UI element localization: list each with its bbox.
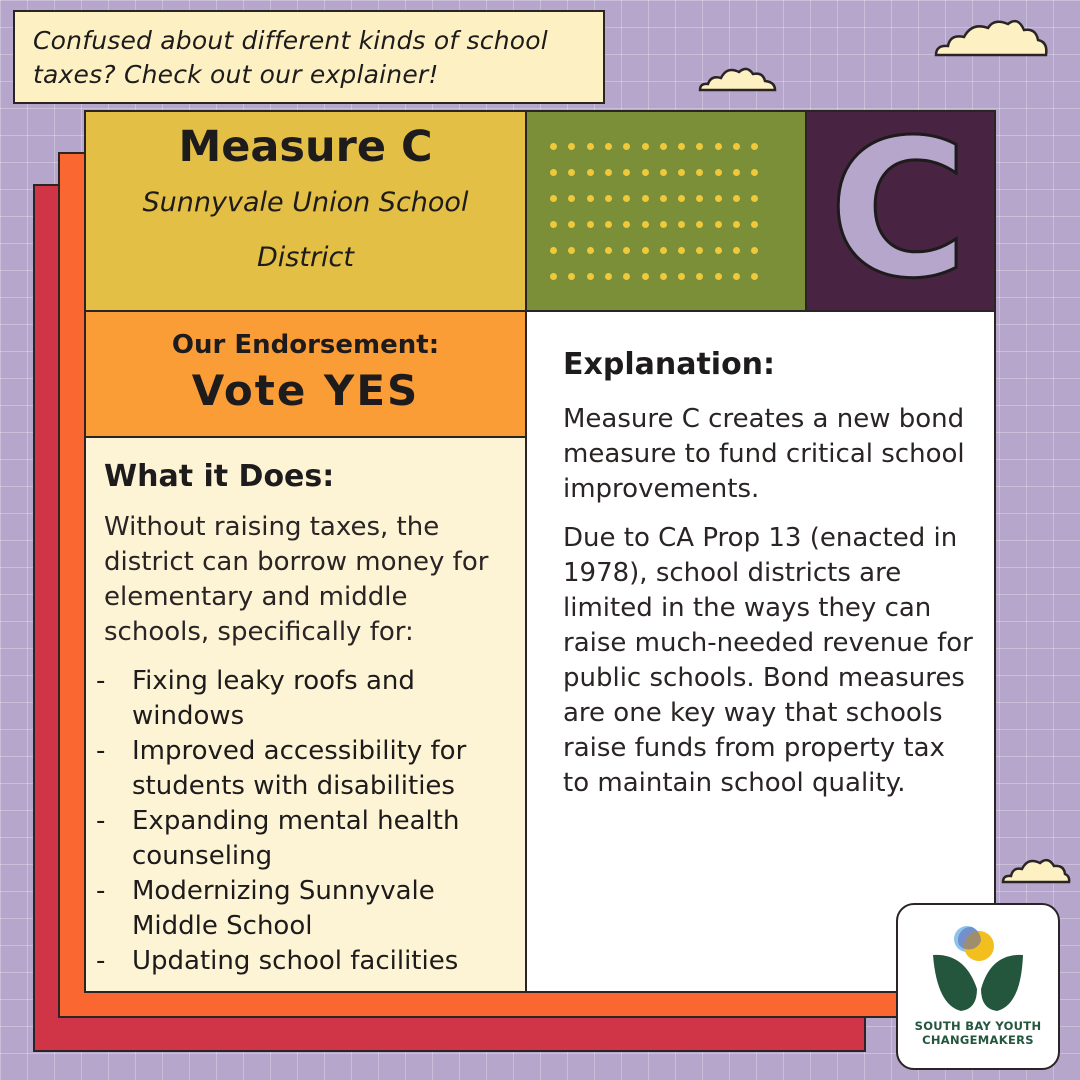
pattern-dot: [696, 247, 703, 254]
pattern-dot: [696, 169, 703, 176]
pattern-dot: [733, 221, 740, 228]
pattern-dot: [660, 273, 667, 280]
pattern-dot: [550, 247, 557, 254]
explanation-heading: Explanation:: [563, 347, 776, 382]
pattern-dot: [715, 195, 722, 202]
organization-name-line-2: CHANGEMAKERS: [922, 1033, 1034, 1047]
explanation-paragraph-1: Measure C creates a new bond measure to fund critical school improvements.: [563, 404, 965, 504]
list-item: - Fixing leaky roofs and windows: [90, 664, 525, 734]
pattern-dot: [605, 169, 612, 176]
list-item: - Improved accessibility for students with disabilities: [90, 734, 525, 804]
dot-pattern: [527, 112, 807, 312]
pattern-dot: [715, 169, 722, 176]
endorsement-label: Our Endorsement:: [171, 330, 440, 360]
what-it-does-heading: What it Does:: [104, 459, 335, 494]
pattern-dot: [660, 247, 667, 254]
pattern-dot: [605, 143, 612, 150]
endorsement-vote: Vote YES: [191, 366, 420, 415]
pattern-dot: [623, 195, 630, 202]
pattern-dot: [642, 195, 649, 202]
pattern-dot: [678, 221, 685, 228]
pattern-dot: [733, 195, 740, 202]
what-it-does-block: [86, 438, 527, 991]
pattern-dot: [715, 273, 722, 280]
pattern-dot: [587, 195, 594, 202]
pattern-dot: [733, 247, 740, 254]
cloud-icon: [1000, 854, 1072, 886]
pattern-dot: [605, 195, 612, 202]
endorsement-block: [86, 312, 527, 438]
cloud-icon: [697, 64, 779, 94]
pattern-dot: [568, 143, 575, 150]
pattern-dot: [550, 169, 557, 176]
explainer-callout[interactable]: [13, 10, 605, 104]
pattern-dot: [715, 221, 722, 228]
pattern-dot: [733, 143, 740, 150]
pattern-dot: [568, 195, 575, 202]
pattern-dot: [568, 221, 575, 228]
pattern-dot: [751, 273, 758, 280]
explanation-block: [527, 312, 994, 991]
pattern-dot: [678, 143, 685, 150]
pattern-dot: [660, 195, 667, 202]
pattern-dot: [550, 195, 557, 202]
callout-line-2: taxes? Check out our explainer!: [33, 60, 439, 89]
pattern-dot: [605, 221, 612, 228]
pattern-dot: [751, 169, 758, 176]
pattern-dot: [605, 273, 612, 280]
pattern-dot: [642, 169, 649, 176]
pattern-dot: [568, 169, 575, 176]
pattern-dot: [642, 273, 649, 280]
letter-block: [807, 112, 994, 312]
pattern-dot: [642, 221, 649, 228]
pattern-dot: [678, 195, 685, 202]
pattern-dot: [605, 247, 612, 254]
pattern-dot: [568, 273, 575, 280]
measure-letter: C: [828, 112, 969, 312]
pattern-dot: [642, 247, 649, 254]
pattern-dot: [696, 143, 703, 150]
callout-line-1: Confused about different kinds of school: [33, 26, 548, 55]
explanation-paragraph-2: Due to CA Prop 13 (enacted in 1978), school districts are limited in the ways they can raise much-needed revenue for public schools. Bond measures are one key way that schools raise funds from property tax to maintain school quality.: [563, 523, 973, 798]
pattern-dot: [696, 221, 703, 228]
pattern-dot: [733, 273, 740, 280]
measure-title: Measure C: [178, 122, 433, 172]
pattern-dot: [678, 169, 685, 176]
organization-logo[interactable]: [896, 903, 1060, 1070]
list-item: - Modernizing Sunnyvale Middle School: [90, 874, 525, 944]
pattern-dot: [733, 169, 740, 176]
measure-card: [84, 110, 996, 993]
pattern-dot: [751, 221, 758, 228]
pattern-dot: [678, 247, 685, 254]
pattern-dot: [550, 273, 557, 280]
pattern-dot: [623, 247, 630, 254]
organization-name: [898, 1019, 1058, 1047]
organization-name-line-1: SOUTH BAY YOUTH: [914, 1019, 1042, 1033]
cloud-icon: [932, 18, 1050, 60]
title-block: [86, 112, 527, 312]
pattern-dot: [715, 247, 722, 254]
funding-list: [90, 664, 525, 979]
pattern-dot: [550, 143, 557, 150]
pattern-dot: [751, 195, 758, 202]
pattern-dot: [587, 221, 594, 228]
district-name: Sunnyvale Union School District: [142, 187, 469, 273]
pattern-dot: [587, 247, 594, 254]
pattern-dot: [623, 273, 630, 280]
pattern-dot: [696, 195, 703, 202]
flower-logo-icon: [925, 919, 1035, 1017]
pattern-dot: [678, 273, 685, 280]
pattern-dot: [587, 143, 594, 150]
list-item: - Expanding mental health counseling: [90, 804, 525, 874]
pattern-dot: [587, 273, 594, 280]
pattern-dot: [751, 143, 758, 150]
pattern-dot: [587, 169, 594, 176]
pattern-dot: [623, 143, 630, 150]
list-item: - Updating school facilities: [90, 944, 525, 979]
pattern-dot: [660, 221, 667, 228]
pattern-dot: [660, 143, 667, 150]
pattern-dot: [623, 169, 630, 176]
pattern-dot: [550, 221, 557, 228]
pattern-dot: [623, 221, 630, 228]
pattern-dot: [696, 273, 703, 280]
what-it-does-intro: Without raising taxes, the district can borrow money for elementary and middle schools, specifically for:: [104, 512, 489, 647]
pattern-dot: [568, 247, 575, 254]
pattern-dot: [715, 143, 722, 150]
pattern-dot: [642, 143, 649, 150]
pattern-dot: [751, 247, 758, 254]
pattern-dot: [660, 169, 667, 176]
